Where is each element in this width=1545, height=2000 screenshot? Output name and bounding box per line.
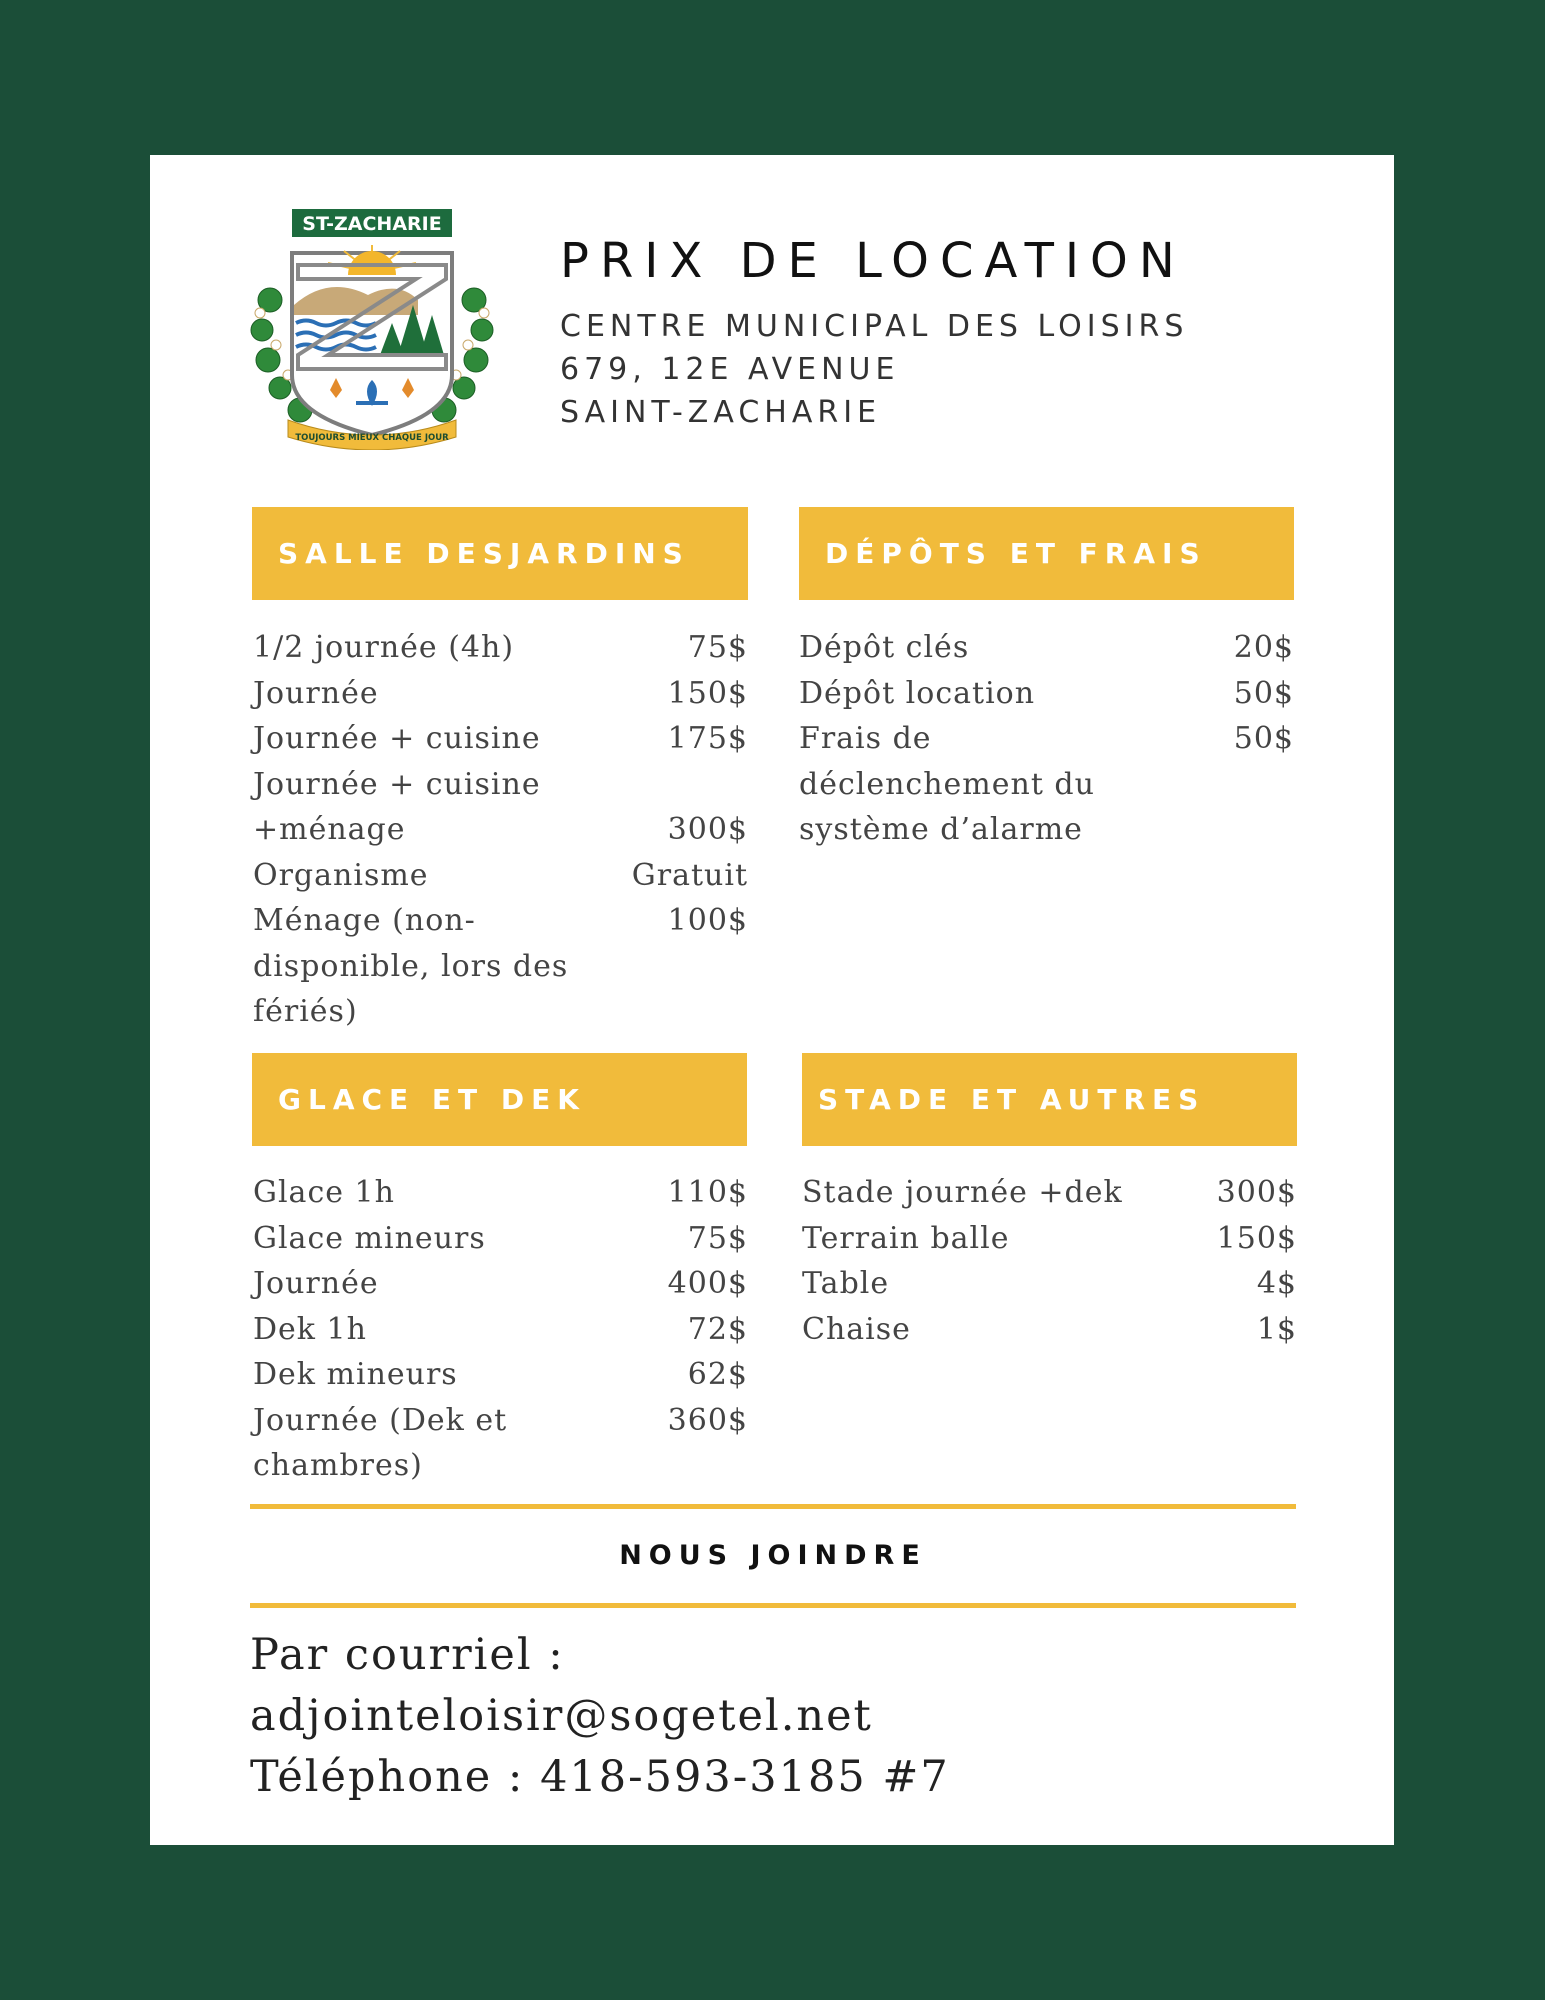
price-list-depots-frais	[799, 625, 1294, 853]
item-label: Stade journée +dek	[802, 1175, 1123, 1210]
subtitle-line-address: 679, 12E AVENUE	[560, 352, 900, 387]
item-price: 360$	[667, 1402, 748, 1438]
contact-block	[250, 1625, 950, 1808]
item-label: Journée	[253, 1266, 379, 1301]
price-list-stade-autres	[802, 1170, 1297, 1352]
item-price: 400$	[667, 1266, 748, 1301]
list-item	[799, 716, 1294, 853]
list-item	[253, 1398, 748, 1489]
section-header-salle-desjardins: SALLE DESJARDINS	[252, 507, 748, 600]
item-price: 1$	[1256, 1311, 1297, 1347]
list-item	[799, 671, 1294, 717]
item-label: 1/2 journée (4h)	[253, 630, 515, 665]
item-price: 100$	[667, 903, 748, 938]
list-item	[799, 625, 1294, 671]
item-label: Terrain balle	[802, 1220, 1010, 1256]
email-label: Par courriel :	[250, 1630, 565, 1680]
subtitle-line-city: SAINT-ZACHARIE	[560, 395, 882, 430]
item-price: 50$	[1233, 675, 1294, 711]
item-price: 150$	[667, 675, 748, 711]
list-item	[802, 1307, 1297, 1353]
item-price: 175$	[667, 721, 748, 756]
item-label: Journée	[253, 675, 379, 711]
item-price: 20$	[1233, 630, 1294, 665]
list-item	[253, 898, 748, 1035]
item-price: 110$	[667, 1175, 748, 1210]
item-label: Journée (Dek et chambres)	[253, 1402, 508, 1483]
crest-banner-text: ST-ZACHARIE	[302, 213, 442, 235]
price-sheet	[150, 155, 1394, 1845]
item-price: Gratuit	[631, 857, 748, 893]
list-item	[802, 1170, 1297, 1216]
item-label: Dépôt location	[799, 675, 1036, 711]
phone-number[interactable]: Téléphone : 418-593-3185 #7	[250, 1752, 950, 1802]
item-label: Dek mineurs	[253, 1357, 458, 1392]
price-list-glace-dek	[253, 1170, 748, 1489]
item-label: Journée + cuisine	[253, 721, 541, 756]
section-header-glace-dek: GLACE ET DEK	[252, 1053, 747, 1146]
list-item	[802, 1261, 1297, 1307]
list-item	[253, 625, 748, 671]
page-title: PRIX DE LOCATION	[560, 233, 1186, 289]
list-item	[253, 1216, 748, 1262]
list-item	[253, 1170, 748, 1216]
section-header-stade-autres: STADE ET AUTRES	[802, 1053, 1297, 1146]
item-label: Chaise	[802, 1311, 911, 1347]
item-label: Frais de déclenchement du système d’alarme	[799, 721, 1095, 847]
list-item	[253, 716, 748, 762]
item-label: Dek 1h	[253, 1311, 367, 1347]
list-item	[253, 671, 748, 717]
item-price: 4$	[1256, 1266, 1297, 1301]
list-item	[253, 1352, 748, 1398]
subtitle-line-venue: CENTRE MUNICIPAL DES LOISIRS	[560, 309, 1189, 344]
item-label: Glace 1h	[253, 1175, 395, 1210]
divider-top	[250, 1504, 1296, 1509]
list-item	[253, 1261, 748, 1307]
item-label: Journée + cuisine +ménage	[253, 766, 541, 847]
price-list-salle-desjardins	[253, 625, 748, 1035]
contact-title: NOUS JOINDRE	[619, 1540, 927, 1571]
municipal-crest-logo	[248, 205, 496, 450]
item-label: Glace mineurs	[253, 1220, 486, 1256]
list-item	[253, 853, 748, 899]
item-label: Ménage (non-disponible, lors des fériés)	[253, 903, 569, 1029]
item-price: 62$	[687, 1357, 748, 1392]
list-item	[253, 1307, 748, 1353]
list-item	[253, 762, 748, 853]
item-price: 300$	[667, 812, 748, 847]
item-label: Dépôt clés	[799, 630, 970, 665]
section-header-depots-frais: DÉPÔTS ET FRAIS	[799, 507, 1294, 600]
item-label: Table	[802, 1266, 890, 1301]
item-price: 300$	[1216, 1175, 1297, 1210]
divider-bottom	[250, 1603, 1296, 1608]
item-price: 50$	[1233, 721, 1294, 756]
crest-motto: TOUJOURS MIEUX CHAQUE JOUR	[295, 433, 449, 443]
item-price: 72$	[687, 1311, 748, 1347]
item-label: Organisme	[253, 857, 429, 893]
subtitle	[560, 305, 1188, 434]
item-price: 150$	[1216, 1220, 1297, 1256]
email-link[interactable]: adjointeloisir@sogetel.net	[250, 1691, 873, 1741]
item-price: 75$	[687, 630, 748, 665]
list-item	[802, 1216, 1297, 1262]
item-price: 75$	[687, 1220, 748, 1256]
